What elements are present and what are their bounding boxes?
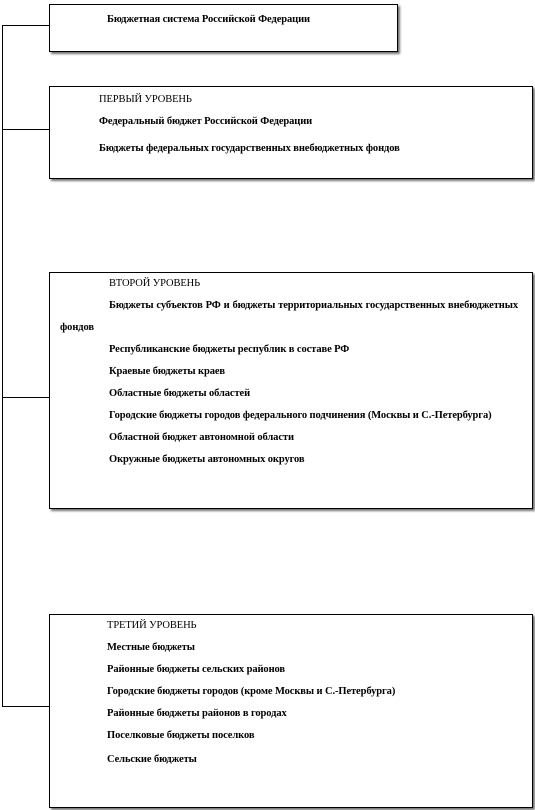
level3-item: Городские бюджеты городов (кроме Москвы и С.-Петербурга): [107, 686, 396, 697]
level2-item: Краевые бюджеты краев: [109, 366, 225, 377]
connector-root: [2, 25, 49, 26]
level1-item: Бюджеты федеральных государственных внебюджетных фондов: [99, 143, 400, 154]
level3-heading: ТРЕТИЙ УРОВЕНЬ: [107, 620, 197, 631]
level3-item: Поселковые бюджеты поселков: [107, 730, 255, 741]
level3-box: [49, 614, 533, 808]
connector-level3: [2, 706, 49, 707]
level2-item: Областные бюджеты областей: [109, 388, 251, 399]
level3-item: Сельские бюджеты: [107, 754, 197, 765]
level2-box: [49, 272, 533, 509]
level2-heading: ВТОРОЙ УРОВЕНЬ: [109, 278, 201, 289]
root-box: [49, 4, 398, 52]
level2-item: Бюджеты субъектов РФ и бюджеты территориальных государственных внебюджетных фондов: [60, 300, 518, 333]
root-title: Бюджетная система Российской Федерации: [107, 14, 310, 25]
level2-item: Окружные бюджеты автономных округов: [109, 454, 305, 465]
level2-item: Республиканские бюджеты республик в составе РФ: [109, 344, 350, 355]
level3-item: Местные бюджеты: [107, 642, 195, 653]
connector-level2: [2, 397, 49, 398]
level1-heading: ПЕРВЫЙ УРОВЕНЬ: [99, 94, 192, 105]
level3-item: Районные бюджеты сельских районов: [107, 664, 285, 675]
connector-level1: [2, 129, 49, 130]
level3-item: Районные бюджеты районов в городах: [107, 708, 287, 719]
level1-item: Федеральный бюджет Российской Федерации: [99, 116, 313, 127]
level1-box: [49, 86, 533, 179]
level2-item: Областной бюджет автономной области: [109, 432, 294, 443]
level2-item: Городские бюджеты городов федерального подчинения (Москвы и С.-Петербурга): [109, 410, 492, 421]
connector-trunk: [2, 25, 3, 707]
